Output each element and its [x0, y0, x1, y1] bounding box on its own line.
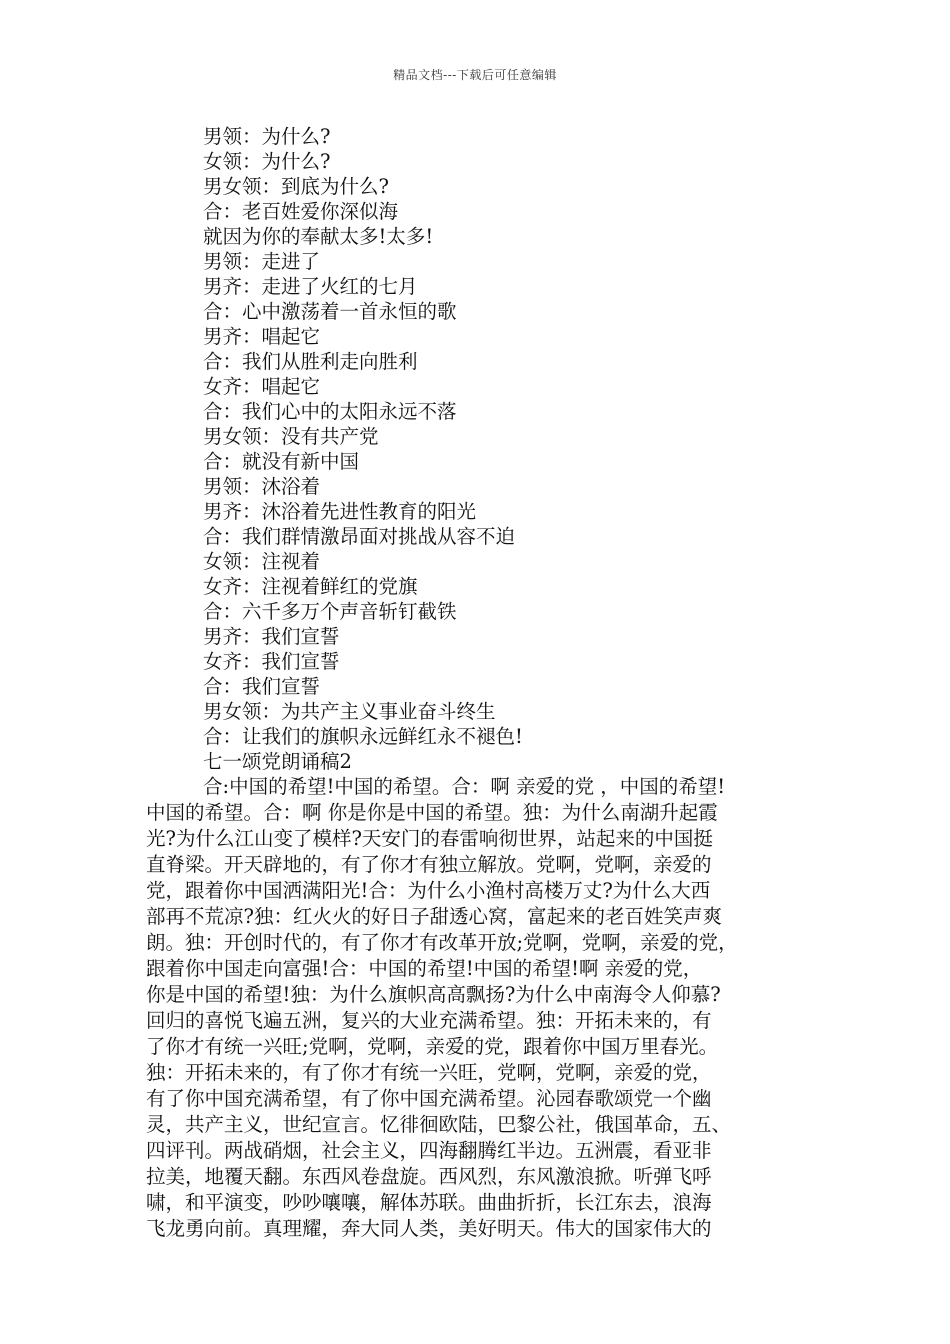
poem-line: 女齐：我们宣誓 — [203, 650, 340, 673]
poem-line: 男女领：到底为什么? — [203, 175, 389, 198]
poem-line: 男领：沐浴着 — [203, 475, 321, 498]
poem-line: 合：我们从胜利走向胜利 — [203, 350, 418, 373]
body-line: 啸，和平演变，吵吵嚷嚷，解体苏联。曲曲折折，长江东去，浪海 — [146, 1191, 712, 1214]
poem-line: 男齐：沐浴着先进性教育的阳光 — [203, 500, 477, 523]
poem-line: 合：我们心中的太阳永远不落 — [203, 400, 457, 423]
body-line: 飞龙勇向前。真理耀，奔大同人类，美好明天。伟大的国家伟大的 — [146, 1217, 712, 1240]
poem-line: 合：心中激荡着一首永恒的歌 — [203, 300, 457, 323]
poem-line: 男齐：我们宣誓 — [203, 625, 340, 648]
body-line: 光?为什么江山变了模样?天安门的春雷响彻世界，站起来的中国挺 — [146, 827, 713, 850]
body-line: 党，跟着你中国洒满阳光!合：为什么小渔村高楼万丈?为什么大西 — [146, 879, 711, 902]
body-line: 回归的喜悦飞遍五洲，复兴的大业充满希望。独：开拓未来的，有 — [146, 1009, 712, 1032]
poem-line: 男女领：没有共产党 — [203, 425, 379, 448]
poem-line: 合：我们宣誓 — [203, 675, 321, 698]
body-line: 部再不荒凉?独：红火火的好日子甜透心窝，富起来的老百姓笑声爽 — [146, 905, 722, 928]
body-line: 跟着你中国走向富强!合：中国的希望!中国的希望!啊 亲爱的党， — [146, 957, 703, 980]
section-title: 七一颂党朗诵稿2 — [203, 750, 352, 773]
poem-line: 女领：注视着 — [203, 550, 321, 573]
poem-line: 合：就没有新中国 — [203, 450, 360, 473]
body-line: 直脊梁。开天辟地的，有了你才有独立解放。党啊，党啊，亲爱的 — [146, 853, 712, 876]
poem-line: 合：让我们的旗帜永远鲜红永不褪色! — [203, 725, 523, 748]
body-line: 四评刊。两战硝烟，社会主义，四海翻腾红半边。五洲震，看亚非 — [146, 1139, 712, 1162]
poem-line: 合：老百姓爱你深似海 — [203, 200, 399, 223]
page-header: 精品文档---下载后可任意编辑 — [393, 68, 557, 82]
body-line: 你是中国的希望!独：为什么旗帜高高飘扬?为什么中南海令人仰慕? — [146, 983, 721, 1006]
body-line: 拉美，地覆天翻。东西风卷盘旋。西风烈，东风激浪掀。听弹飞呼 — [146, 1165, 712, 1188]
body-line: 有了你中国充满希望，有了你中国充满希望。沁园春歌颂党一个幽 — [146, 1087, 712, 1110]
body-line: 独：开拓未来的，有了你才有统一兴旺，党啊，党啊，亲爱的党， — [146, 1061, 712, 1084]
poem-line: 女齐：注视着鲜红的党旗 — [203, 575, 418, 598]
poem-line: 男齐：唱起它 — [203, 325, 321, 348]
poem-line: 女领：为什么? — [203, 150, 331, 173]
poem-line: 男领：为什么? — [203, 125, 331, 148]
body-paragraph — [146, 774, 818, 1242]
poem-line: 男领：走进了 — [203, 250, 321, 273]
poem-line: 合：我们群情激昂面对挑战从容不迫 — [203, 525, 516, 548]
poem-line: 男齐：走进了火红的七月 — [203, 275, 418, 298]
poem-line: 男女领：为共产主义事业奋斗终生 — [203, 700, 496, 723]
body-line: 朗。独：开创时代的，有了你才有改革开放;党啊，党啊，亲爱的党， — [146, 931, 738, 954]
poem-line: 就因为你的奉献太多!太多! — [203, 225, 434, 248]
body-line: 中国的希望。合：啊 你是你是中国的希望。独：为什么南湖升起霞 — [146, 801, 718, 824]
poem-line: 合：六千多万个声音斩钉截铁 — [203, 600, 457, 623]
poem-line: 女齐：唱起它 — [203, 375, 321, 398]
body-line: 灵，共产主义，世纪宣言。忆徘徊欧陆，巴黎公社，俄国革命，五、 — [146, 1113, 732, 1136]
body-line: 了你才有统一兴旺;党啊，党啊，亲爱的党，跟着你中国万里春光。 — [146, 1035, 719, 1058]
poem-section — [203, 124, 843, 774]
body-line: 合:中国的希望!中国的希望。合：啊 亲爱的党 ，中国的希望! — [203, 775, 726, 798]
